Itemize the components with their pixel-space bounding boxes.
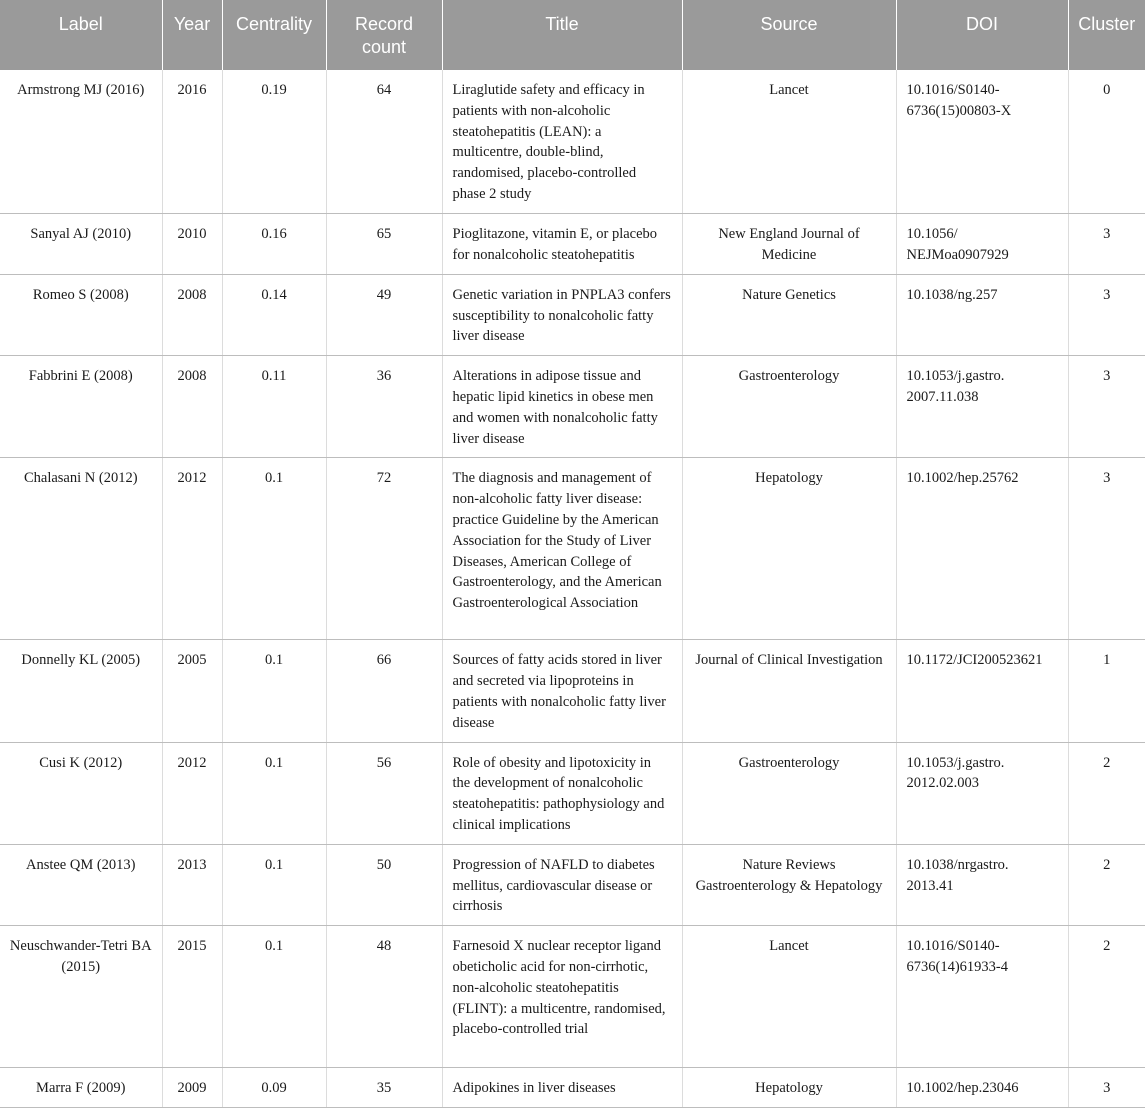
cell-centrality: 0.19 <box>222 70 326 213</box>
table-row <box>0 742 1145 844</box>
cell-source: New England Journal of Medicine <box>682 213 896 274</box>
cell-cluster: 0 <box>1068 70 1145 213</box>
cell-cluster: 3 <box>1068 1068 1145 1108</box>
cell-doi: 10.1172/JCI200523621 <box>896 640 1068 742</box>
cell-title: Liraglutide safety and efficacy in patients with non-alcoholic steatohepatitis (LEAN): a multicentre, double-blind, randomised, placebo-controlled phase 2 study <box>442 70 682 213</box>
cell-doi: 10.1056/ NEJMoa0907929 <box>896 213 1068 274</box>
cell-source: Nature Genetics <box>682 274 896 355</box>
table-row <box>0 274 1145 355</box>
cell-year: 2015 <box>162 926 222 1068</box>
cell-title: Role of obesity and lipotoxicity in the development of nonalcoholic steatohepatitis: pathophysiology and clinical implications <box>442 742 682 844</box>
header-record-count: Record count <box>326 0 442 70</box>
cell-doi: 10.1053/j.gastro. 2012.02.003 <box>896 742 1068 844</box>
header-centrality: Centrality <box>222 0 326 70</box>
cell-record-count: 48 <box>326 926 442 1068</box>
header-cluster: Cluster <box>1068 0 1145 70</box>
table-row <box>0 1068 1145 1108</box>
cell-year: 2012 <box>162 742 222 844</box>
cell-label: Neuschwander-Tetri BA (2015) <box>0 926 162 1068</box>
cell-doi: 10.1053/j.gastro. 2007.11.038 <box>896 356 1068 458</box>
cell-doi: 10.1002/hep.25762 <box>896 458 1068 640</box>
cell-year: 2005 <box>162 640 222 742</box>
cell-title: Farnesoid X nuclear receptor ligand obeticholic acid for non-cirrhotic, non-alcoholic steatohepatitis (FLINT): a multicentre, randomised, placebo-controlled trial <box>442 926 682 1068</box>
cell-label: Marra F (2009) <box>0 1068 162 1108</box>
cell-doi: 10.1002/hep.23046 <box>896 1068 1068 1108</box>
table-row <box>0 356 1145 458</box>
cell-centrality: 0.14 <box>222 274 326 355</box>
cell-cluster: 3 <box>1068 274 1145 355</box>
cell-year: 2012 <box>162 458 222 640</box>
cell-centrality: 0.1 <box>222 458 326 640</box>
cell-record-count: 72 <box>326 458 442 640</box>
cell-cluster: 3 <box>1068 213 1145 274</box>
cell-source: Gastroenterology <box>682 742 896 844</box>
cell-title: Sources of fatty acids stored in liver and secreted via lipoproteins in patients with nonalcoholic fatty liver disease <box>442 640 682 742</box>
cell-record-count: 64 <box>326 70 442 213</box>
header-doi: DOI <box>896 0 1068 70</box>
cell-source: Lancet <box>682 926 896 1068</box>
cell-year: 2010 <box>162 213 222 274</box>
cell-year: 2009 <box>162 1068 222 1108</box>
cell-year: 2013 <box>162 844 222 925</box>
cell-label: Sanyal AJ (2010) <box>0 213 162 274</box>
cell-label: Donnelly KL (2005) <box>0 640 162 742</box>
cell-title: Pioglitazone, vitamin E, or placebo for nonalcoholic steatohepatitis <box>442 213 682 274</box>
cell-cluster: 2 <box>1068 926 1145 1068</box>
cell-centrality: 0.09 <box>222 1068 326 1108</box>
table-row <box>0 213 1145 274</box>
cell-title: Alterations in adipose tissue and hepatic lipid kinetics in obese men and women with nonalcoholic fatty liver disease <box>442 356 682 458</box>
header-year: Year <box>162 0 222 70</box>
cell-source: Hepatology <box>682 458 896 640</box>
cell-doi: 10.1016/S0140-6736(14)61933-4 <box>896 926 1068 1068</box>
cell-source: Hepatology <box>682 1068 896 1108</box>
cell-centrality: 0.1 <box>222 640 326 742</box>
cell-label: Armstrong MJ (2016) <box>0 70 162 213</box>
cell-record-count: 66 <box>326 640 442 742</box>
cell-title: Genetic variation in PNPLA3 confers susceptibility to nonalcoholic fatty liver disease <box>442 274 682 355</box>
header-row <box>0 0 1145 70</box>
cell-doi: 10.1038/nrgastro. 2013.41 <box>896 844 1068 925</box>
cell-year: 2016 <box>162 70 222 213</box>
cell-centrality: 0.1 <box>222 926 326 1068</box>
cell-record-count: 49 <box>326 274 442 355</box>
cell-record-count: 35 <box>326 1068 442 1108</box>
cell-centrality: 0.16 <box>222 213 326 274</box>
cell-cluster: 1 <box>1068 640 1145 742</box>
table-row <box>0 458 1145 640</box>
cell-label: Cusi K (2012) <box>0 742 162 844</box>
cell-source: Nature Reviews Gastroenterology & Hepatology <box>682 844 896 925</box>
cell-doi: 10.1038/ng.257 <box>896 274 1068 355</box>
cell-record-count: 50 <box>326 844 442 925</box>
cell-record-count: 56 <box>326 742 442 844</box>
cell-cluster: 2 <box>1068 844 1145 925</box>
cell-cluster: 3 <box>1068 458 1145 640</box>
cell-centrality: 0.1 <box>222 844 326 925</box>
cell-record-count: 36 <box>326 356 442 458</box>
header-source: Source <box>682 0 896 70</box>
header-title: Title <box>442 0 682 70</box>
cell-source: Journal of Clinical Investigation <box>682 640 896 742</box>
cell-year: 2008 <box>162 356 222 458</box>
table-row <box>0 844 1145 925</box>
cell-record-count: 65 <box>326 213 442 274</box>
cell-centrality: 0.1 <box>222 742 326 844</box>
cell-title: Progression of NAFLD to diabetes mellitus, cardiovascular disease or cirrhosis <box>442 844 682 925</box>
cell-cluster: 3 <box>1068 356 1145 458</box>
table-row <box>0 70 1145 213</box>
cell-title: Adipokines in liver diseases <box>442 1068 682 1108</box>
cell-label: Chalasani N (2012) <box>0 458 162 640</box>
cell-centrality: 0.11 <box>222 356 326 458</box>
table-row <box>0 926 1145 1068</box>
table-row <box>0 640 1145 742</box>
cell-label: Fabbrini E (2008) <box>0 356 162 458</box>
cell-cluster: 2 <box>1068 742 1145 844</box>
cell-year: 2008 <box>162 274 222 355</box>
cell-doi: 10.1016/S0140-6736(15)00803-X <box>896 70 1068 213</box>
cell-label: Romeo S (2008) <box>0 274 162 355</box>
cell-source: Gastroenterology <box>682 356 896 458</box>
cell-label: Anstee QM (2013) <box>0 844 162 925</box>
cell-source: Lancet <box>682 70 896 213</box>
cell-title: The diagnosis and management of non-alcoholic fatty liver disease: practice Guideline by the American Association for the Study of Liver Diseases, American College of Gastroenterology, and the American Gastroenterological Association <box>442 458 682 640</box>
header-label: Label <box>0 0 162 70</box>
